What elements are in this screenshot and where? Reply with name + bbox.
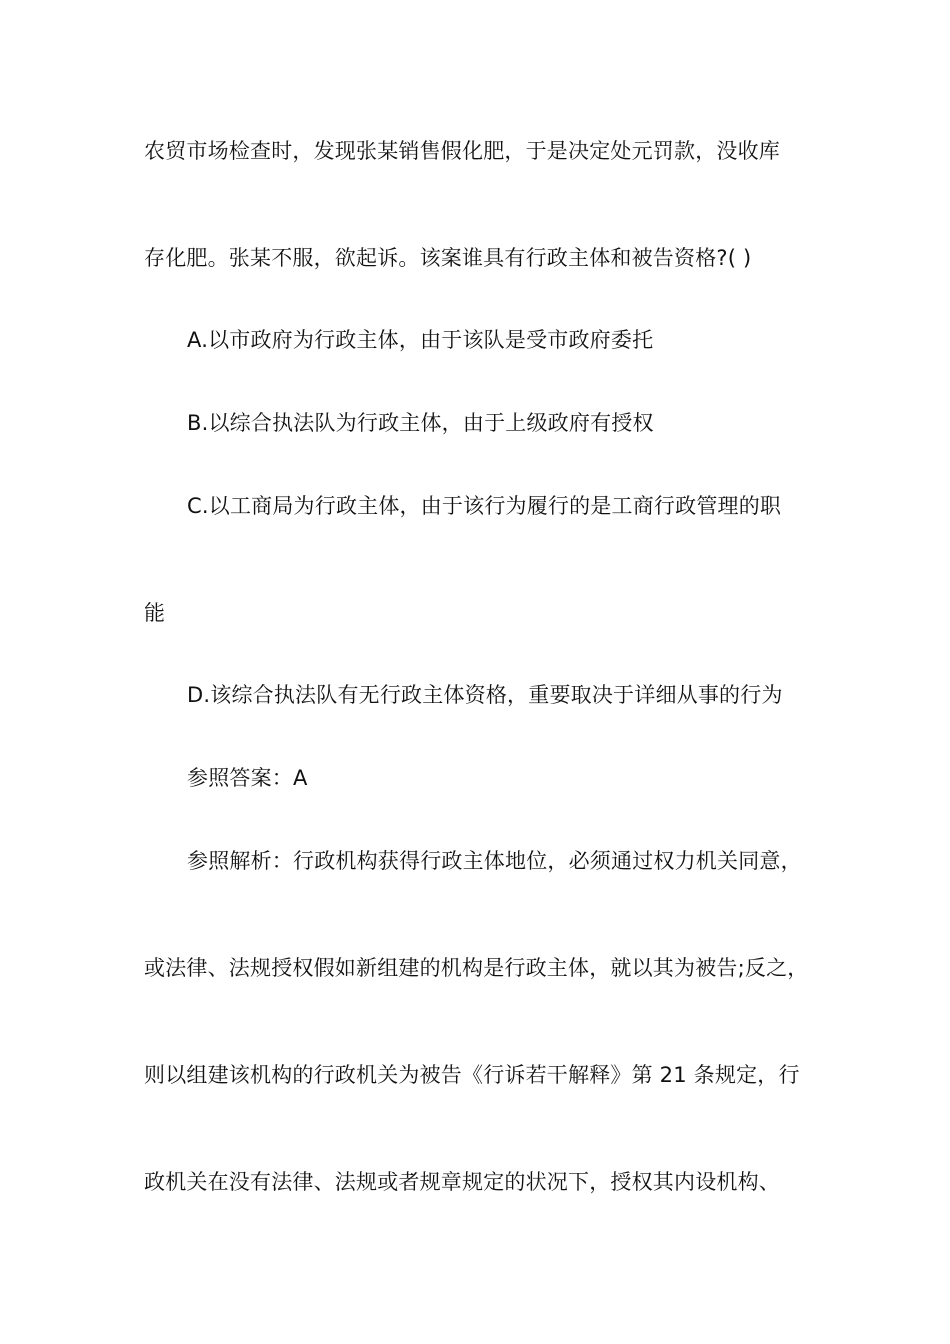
option-c-line-1: C.以工商局为行政主体，由于该行为履行的是工商行政管理的职 xyxy=(187,494,782,518)
option-c-line-2: 能 xyxy=(144,601,166,625)
reference-answer: 参照答案：A xyxy=(187,766,308,790)
explanation-line-4: 政机关在没有法律、法规或者规章规定的状况下，授权其内设机构、 xyxy=(144,1170,780,1194)
option-a: A.以市政府为行政主体，由于该队是受市政府委托 xyxy=(187,328,654,352)
explanation-line-3: 则以组建该机构的行政机关为被告《行诉若干解释》第 21 条规定，行 xyxy=(144,1063,800,1087)
explanation-line-2: 或法律、法规授权假如新组建的机构是行政主体，就以其为被告;反之， xyxy=(144,956,809,980)
question-text-line-2: 存化肥。张某不服，欲起诉。该案谁具有行政主体和被告资格?( ) xyxy=(144,246,752,270)
option-d: D.该综合执法队有无行政主体资格，重要取决于详细从事的行为 xyxy=(187,683,783,707)
question-text-line-1: 农贸市场检查时，发现张某销售假化肥，于是决定处元罚款，没收库 xyxy=(144,139,780,163)
option-b: B.以综合执法队为行政主体，由于上级政府有授权 xyxy=(187,411,654,435)
explanation-line-1: 参照解析：行政机构获得行政主体地位，必须通过权力机关同意， xyxy=(187,849,802,873)
